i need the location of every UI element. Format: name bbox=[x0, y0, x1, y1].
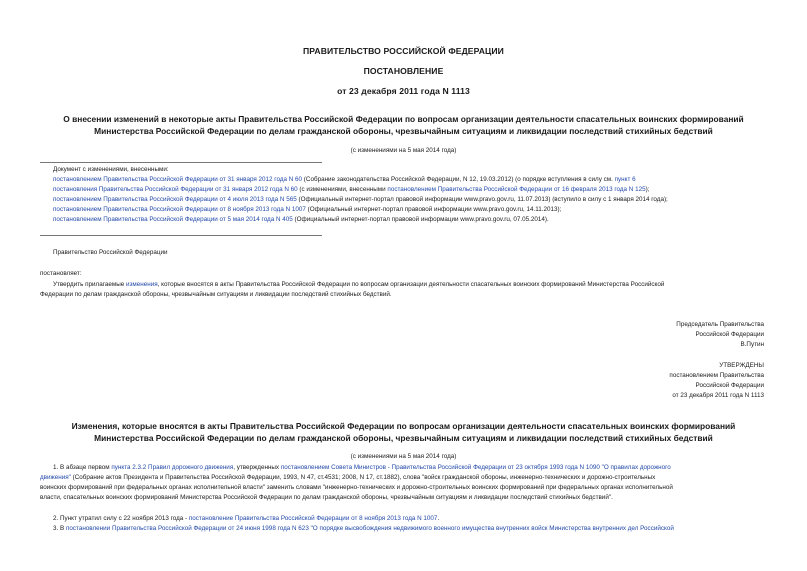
amendment-link[interactable]: постановлением Правительства Российской Федерации от 8 ноября 2013 года N 1007 bbox=[53, 206, 306, 213]
item2: 2. Пункт утратил силу с 22 ноября 2013 года - постановление Правительства Российской Федерации от 8 ноября 2013 года N 1007. bbox=[53, 515, 440, 522]
amendment-row: постановлением Правительства Российской Федерации от 31 января 2012 года N 60 (Собрание законодательства Российской Федерации, N 12, 19.03.2012) (о порядке вступления в силу см. пункт 6 bbox=[53, 176, 636, 183]
decides-label: постановляет: bbox=[40, 270, 82, 277]
resolution-623-link[interactable]: постановлении Правительства Российской Федерации от 24 июня 1998 года N 623 "О порядке высвобождения недвижимого военного имущества внутренних войск Министерства внутренних дел Российской bbox=[65, 525, 674, 532]
changes-title-line1: Изменения, которые вносятся в акты Правительства Российской Федерации по вопросам организации деятельности спасательных воинских формирований bbox=[71, 421, 736, 431]
amendment-link[interactable]: постановлением Правительства Российской Федерации от 5 мая 2014 года N 405 bbox=[53, 216, 293, 223]
amendment-link[interactable]: пункт 6 bbox=[614, 176, 636, 183]
signature-country: Российской Федерации bbox=[695, 331, 764, 338]
amendment-link[interactable]: постановления Правительства Российской Федерации от 31 января 2012 года N 60 bbox=[53, 186, 298, 193]
amendment-row: постановления Правительства Российской Федерации от 31 января 2012 года N 60 (с изменениями, внесенными постановлением Правительства Российской Федерации от 16 февраля 2013 года N 125); bbox=[53, 186, 650, 193]
item1-line2: движения" (Собрание актов Президента и Правительства Российской Федерации, 1993, N 47, ст.4531; 2008, N 17, ст.1882), слова "войск гражданской обороны, инженерно-технических и дорожно-строительных bbox=[40, 474, 656, 481]
approved-by: постановлением Правительства bbox=[669, 372, 764, 379]
resolution-1090-link-cont[interactable]: движения" bbox=[40, 474, 71, 481]
amendment-row: постановлением Правительства Российской Федерации от 5 мая 2014 года N 405 (Официальный интернет-портал правовой информации www.pravo.gov.ru, 07.05.2014). bbox=[53, 216, 549, 223]
document-title-line1: О внесении изменений в некоторые акты Правительства Российской Федерации по вопросам организации деятельности спасательных воинских формирований bbox=[63, 114, 744, 124]
document-type: ПОСТАНОВЛЕНИЕ bbox=[363, 66, 444, 76]
changes-link[interactable]: изменения bbox=[126, 281, 158, 288]
edition-note: (с изменениями на 5 мая 2014 года) bbox=[350, 147, 457, 154]
resolution-1007-link[interactable]: постановление Правительства Российской Федерации от 8 ноября 2013 года N 1007 bbox=[188, 515, 438, 522]
changes-title-line2: Министерства Российской Федерации по делам гражданской обороны, чрезвычайным ситуациям и ликвидации последствий стихийных бедствий bbox=[94, 432, 713, 443]
item1-line1: 1. В абзаце первом пункта 2.3.2 Правил дорожного движения, утвержденных постановлением Совета Министров - Правительства Российской Федерации от 23 октября 1993 года N 1090 "О правилах дорожного bbox=[53, 464, 671, 471]
item1-line3: воинских формирований при федеральных органах исполнительной власти" заменить словами "инженерно-технических и дорожно-строительных воинских формирований при федеральных органах исполнительной bbox=[40, 484, 673, 491]
amendments-intro: Документ с изменениями, внесенными: bbox=[53, 166, 169, 173]
traffic-rules-link[interactable]: пункта 2.3.2 Правил дорожного движения bbox=[111, 464, 234, 471]
divider-bottom bbox=[40, 235, 322, 236]
item1-line4: власти, спасательных воинских формирований Министерства Российской Федерации по делам гражданской обороны, чрезвычайным ситуациям и ликвидации последствий стихийных бедствий". bbox=[40, 494, 613, 501]
document-title-line2: Министерства Российской Федерации по делам гражданской обороны, чрезвычайным ситуациям и ликвидации последствий стихийных бедствий bbox=[94, 125, 713, 136]
approved-label: УТВЕРЖДЕНЫ bbox=[719, 362, 764, 369]
amendment-row: постановлением Правительства Российской Федерации от 8 ноября 2013 года N 1007 (Официальный интернет-портал правовой информации www.pravo.gov.ru, 14.11.2013); bbox=[53, 206, 562, 213]
approve-paragraph-line1: Утвердить прилагаемые изменения, которые вносятся в акты Правительства Российской Федерации по вопросам организации деятельности спасательных воинских формирований Министерства Российской bbox=[53, 281, 665, 288]
amendment-row: постановлением Правительства Российской Федерации от 4 июля 2013 года N 565 (Официальный интернет-портал правовой информации www.pravo.gov.ru, 11.07.2013) (вступило в силу с 1 января 2014 года); bbox=[53, 196, 668, 203]
amendment-link[interactable]: постановлением Правительства Российской Федерации от 4 июля 2013 года N 565 bbox=[53, 196, 297, 203]
resolution-1090-link[interactable]: постановлением Совета Министров - Правительства Российской Федерации от 23 октября 1993 года N 1090 "О правилах дорожного bbox=[280, 464, 671, 471]
document-date-number: от 23 декабря 2011 года N 1113 bbox=[337, 86, 470, 96]
amendment-link[interactable]: постановлением Правительства Российской Федерации от 16 февраля 2013 года N 125 bbox=[387, 186, 646, 193]
government-name: Правительство Российской Федерации bbox=[53, 249, 168, 256]
signature-name: В.Путин bbox=[740, 341, 764, 348]
government-heading: ПРАВИТЕЛЬСТВО РОССИЙСКОЙ ФЕДЕРАЦИИ bbox=[303, 46, 504, 56]
approve-paragraph-line2: Федерации по делам гражданской обороны, чрезвычайным ситуациям и ликвидации последствий стихийных бедствий. bbox=[40, 291, 392, 298]
changes-edition-note: (с изменениями на 5 мая 2014 года) bbox=[350, 453, 457, 460]
approved-date: от 23 декабря 2011 года N 1113 bbox=[672, 392, 764, 399]
amendment-link[interactable]: постановлением Правительства Российской Федерации от 31 января 2012 года N 60 bbox=[53, 176, 303, 183]
item3: 3. В постановлении Правительства Российской Федерации от 24 июня 1998 года N 623 "О порядке высвобождения недвижимого военного имущества внутренних войск Министерства внутренних дел Российской bbox=[53, 525, 674, 532]
signature-title: Председатель Правительства bbox=[676, 321, 764, 328]
divider-top bbox=[40, 162, 322, 163]
approved-country: Российской Федерации bbox=[695, 382, 764, 389]
